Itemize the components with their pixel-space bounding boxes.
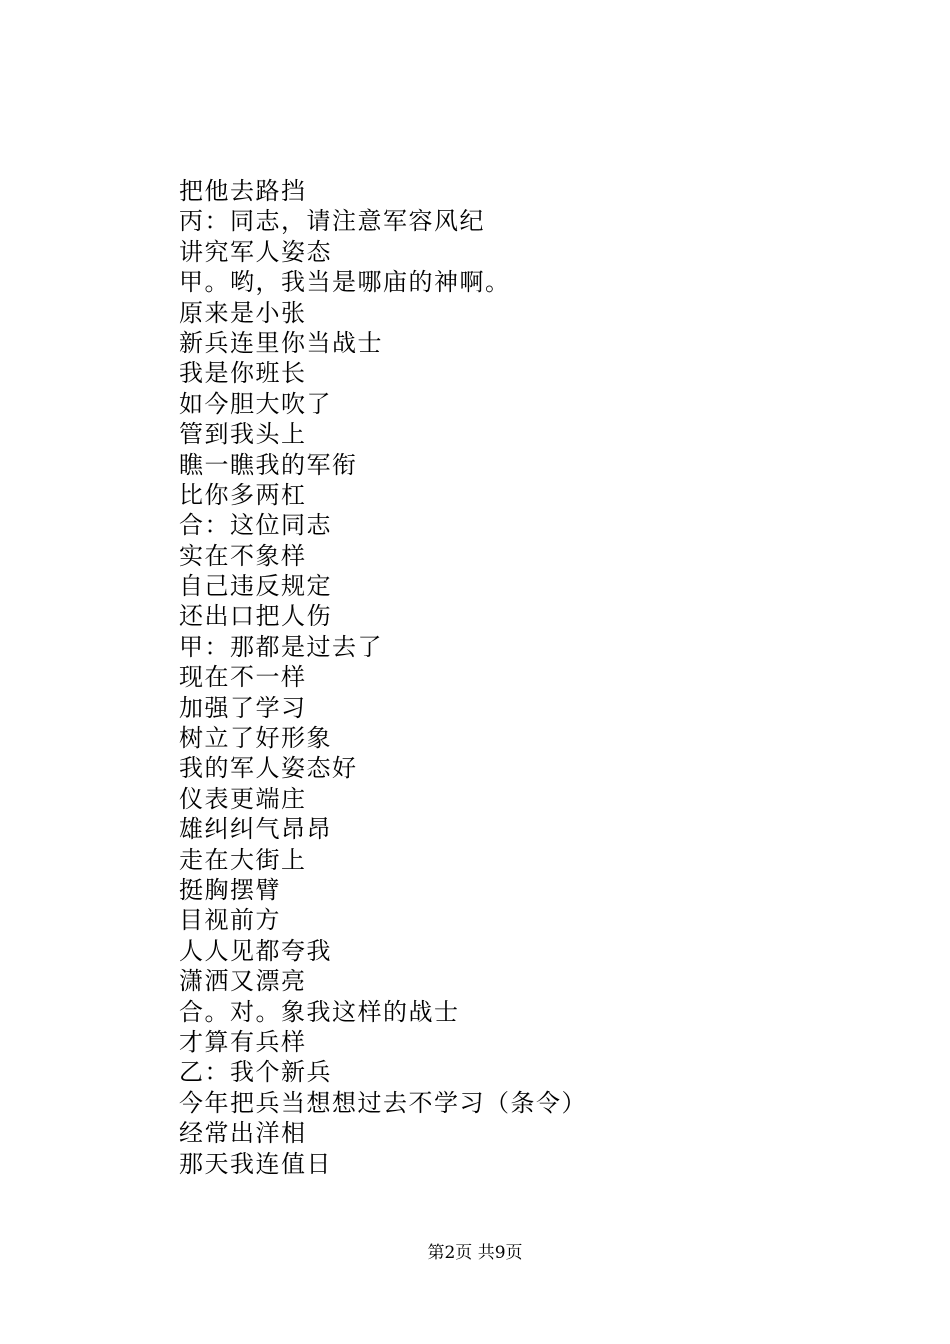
text-line: 还出口把人伤 <box>179 602 332 631</box>
text-line: 如今胆大吹了 <box>179 389 332 418</box>
text-line: 丙：同志，请注意军容风纪 <box>179 207 485 236</box>
text-line: 我的军人姿态好 <box>179 754 358 783</box>
text-line: 雄纠纠气昂昂 <box>179 815 332 844</box>
text-line: 比你多两杠 <box>179 480 307 509</box>
text-line: 甲：那都是过去了 <box>179 632 383 661</box>
text-line: 潇洒又漂亮 <box>179 967 307 996</box>
text-line: 人人见都夸我 <box>179 936 332 965</box>
text-line: 加强了学习 <box>179 693 307 722</box>
text-line: 新兵连里你当战士 <box>179 328 383 357</box>
text-line: 合：这位同志 <box>179 511 332 540</box>
page-number-footer: 第2页 共9页 <box>427 1243 523 1263</box>
text-line: 把他去路挡 <box>179 177 307 205</box>
text-line: 那天我连值日 <box>179 1149 332 1178</box>
text-line: 瞧一瞧我的军衔 <box>179 450 358 479</box>
text-line: 现在不一样 <box>179 663 307 692</box>
text-line: 目视前方 <box>179 906 281 935</box>
text-line: 走在大街上 <box>179 845 307 874</box>
text-line: 挺胸摆臂 <box>179 875 281 904</box>
text-line: 我是你班长 <box>179 359 307 388</box>
text-line: 实在不象样 <box>179 541 307 570</box>
text-line: 才算有兵样 <box>179 1027 307 1056</box>
text-line: 原来是小张 <box>179 298 307 327</box>
text-line: 树立了好形象 <box>179 724 332 753</box>
text-line: 乙：我个新兵 <box>179 1058 332 1087</box>
text-line: 合。对。象我这样的战士 <box>179 997 460 1026</box>
text-line: 甲。哟，我当是哪庙的神啊。 <box>179 268 511 297</box>
text-line: 自己违反规定 <box>179 572 332 601</box>
text-line: 管到我头上 <box>179 420 307 449</box>
text-line: 今年把兵当想想过去不学习（条令） <box>179 1088 587 1117</box>
script-text-body <box>179 176 587 1179</box>
text-line: 经常出洋相 <box>179 1119 307 1148</box>
text-line: 讲究军人姿态 <box>179 237 332 266</box>
text-line: 仪表更端庄 <box>179 784 307 813</box>
